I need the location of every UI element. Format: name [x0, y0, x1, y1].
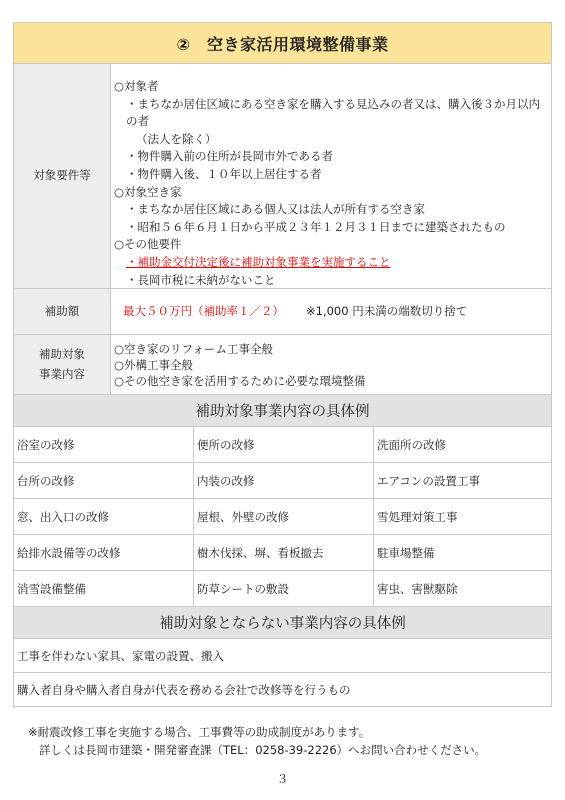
subsidy-amount-content: [111, 289, 551, 334]
other-requirement-item: ・長岡市税に未納がないこと: [126, 272, 276, 287]
example-cell: 防草シートの敷設: [194, 571, 374, 607]
page-number: ３: [276, 772, 289, 786]
eligible-work-row: [13, 335, 552, 395]
target-person-item: ・物件購入前の住所が長岡市外である者: [126, 149, 333, 164]
requirements-row: [13, 64, 552, 289]
example-cell: 便所の改修: [194, 427, 374, 463]
example-cell: 窓、出入口の改修: [14, 499, 194, 535]
footnote: [28, 723, 486, 759]
requirements-label: 対象要件等: [14, 64, 111, 288]
example-cell: 樹木伐採、塀、看板撤去: [194, 535, 374, 571]
example-cell: 駐車場整備: [374, 535, 551, 571]
subsidy-amount-value: 最大５０万円（補助率１／２）: [123, 303, 284, 318]
footnote-line: ※耐震改修工事を実施する場合、工事費等の助成制度があります。: [28, 725, 371, 739]
footnote-line: 詳しくは長岡市建築・開発審査課（TEL：0258-39-2226）へお問い合わせください。: [39, 743, 487, 757]
subsidy-amount-note: ※1,000 円未満の端数切り捨て: [306, 303, 468, 318]
eligible-work-item: ○その他空き家を活用するために必要な環境整備: [114, 373, 366, 388]
target-person-item: ・まちなか居住区域にある空き家を購入する見込みの者又は、購入後３か月以内の者: [126, 96, 540, 129]
example-cell: 害虫、害獣駆除: [374, 571, 551, 607]
other-requirement-highlight: ・補助金交付決定後に補助対象事業を実施すること: [126, 254, 391, 269]
example-cell: 消雪設備整備: [14, 571, 194, 607]
requirements-content: [111, 64, 551, 288]
example-cell: 洗面所の改修: [374, 427, 551, 463]
target-person-item: ・物件購入後、１０年以上居住する者: [126, 166, 322, 181]
eligible-work-item: ○空き家のリフォーム工事全般: [114, 341, 273, 356]
target-house-heading: ○対象空き家: [114, 184, 182, 199]
eligible-work-label: [14, 335, 111, 394]
target-house-item: ・まちなか居住区域にある個人又は法人が所有する空き家: [126, 202, 425, 217]
subsidy-amount-label: 補助額: [14, 289, 111, 334]
example-cell: 内装の改修: [194, 463, 374, 499]
example-cell: 台所の改修: [14, 463, 194, 499]
non-eligible-heading: 補助対象とならない事業内容の具体例: [13, 607, 552, 639]
example-cell: 屋根、外壁の改修: [194, 499, 374, 535]
example-cell: エアコンの設置工事: [374, 463, 551, 499]
subsidy-info-table: [13, 22, 552, 707]
example-cell: 浴室の改修: [14, 427, 194, 463]
examples-grid: [13, 427, 552, 607]
example-cell: 給排水設備等の改修: [14, 535, 194, 571]
target-house-item: ・昭和５６年６月１日から平成２３年１２月３１日までに建築されたもの: [126, 219, 506, 234]
eligible-work-label-line: 事業内容: [39, 366, 85, 381]
non-eligible-item: 購入者自身や購入者自身が代表を務める会社で改修等を行うもの: [13, 673, 552, 707]
subsidy-amount-row: [13, 289, 552, 335]
example-cell: 雪処理対策工事: [374, 499, 551, 535]
eligible-work-content: [111, 335, 551, 394]
non-eligible-item: 工事を伴わない家具、家電の設置、搬入: [13, 639, 552, 673]
eligible-work-item: ○外構工事全般: [114, 357, 194, 372]
page-title: ② 空き家活用環境整備事業: [13, 22, 552, 64]
other-requirements-heading: ○その他要件: [114, 237, 182, 252]
eligible-work-label-line: 補助対象: [39, 346, 85, 361]
examples-heading: 補助対象事業内容の具体例: [13, 395, 552, 427]
target-person-heading: ○対象者: [114, 79, 159, 93]
target-person-item: （法人を除く）: [136, 131, 217, 146]
